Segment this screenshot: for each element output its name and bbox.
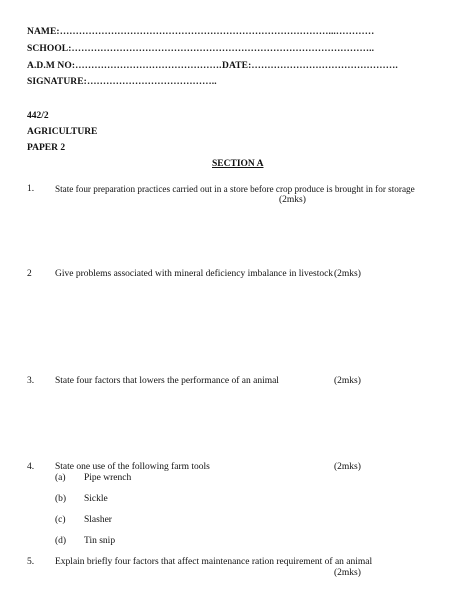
- question-marks: (2mks): [279, 195, 306, 205]
- question-marks: (2mks): [334, 376, 361, 386]
- part-label: (c): [55, 515, 66, 525]
- question-number: 1.: [27, 184, 35, 194]
- subject-title: AGRICULTURE: [27, 127, 98, 137]
- date-field: DATE:……………………………………….: [222, 61, 398, 71]
- question-text: State four factors that lowers the performance of an animal: [55, 376, 279, 386]
- part-label: (d): [55, 536, 67, 546]
- question-number: 4.: [27, 462, 35, 472]
- section-heading: SECTION A: [212, 159, 264, 169]
- question-marks: (2mks): [334, 462, 361, 472]
- part-text: Pipe wrench: [84, 473, 132, 483]
- paper-number: PAPER 2: [27, 143, 66, 153]
- signature-field: SIGNATURE:…………………………………..: [27, 77, 217, 87]
- part-label: (a): [55, 473, 66, 483]
- question-text: State four preparation practices carried out in a store before crop produce is brought in for storage: [55, 184, 415, 194]
- part-label: (b): [55, 494, 67, 504]
- adm-number-field: A.D.M NO:……………………………………….: [27, 61, 222, 71]
- question-text: Explain briefly four factors that affect maintenance ration requirement of an animal: [55, 557, 373, 567]
- part-text: Tin snip: [84, 536, 116, 546]
- name-field: NAME:…………………………………………………………………………...…………: [27, 27, 375, 37]
- question-number: 5.: [27, 557, 35, 567]
- question-marks: (2mks): [334, 269, 361, 279]
- question-number: 3.: [27, 376, 35, 386]
- part-text: Slasher: [84, 515, 112, 525]
- school-field: SCHOOL:…………………………………………………………………………………..: [27, 44, 375, 54]
- question-marks: (2mks): [334, 568, 361, 578]
- question-text: State one use of the following farm tools: [55, 462, 210, 472]
- question-text: Give problems associated with mineral deficiency imbalance in livestock: [55, 269, 334, 279]
- question-number: 2: [27, 269, 32, 279]
- paper-code: 442/2: [27, 111, 49, 121]
- part-text: Sickle: [84, 494, 108, 504]
